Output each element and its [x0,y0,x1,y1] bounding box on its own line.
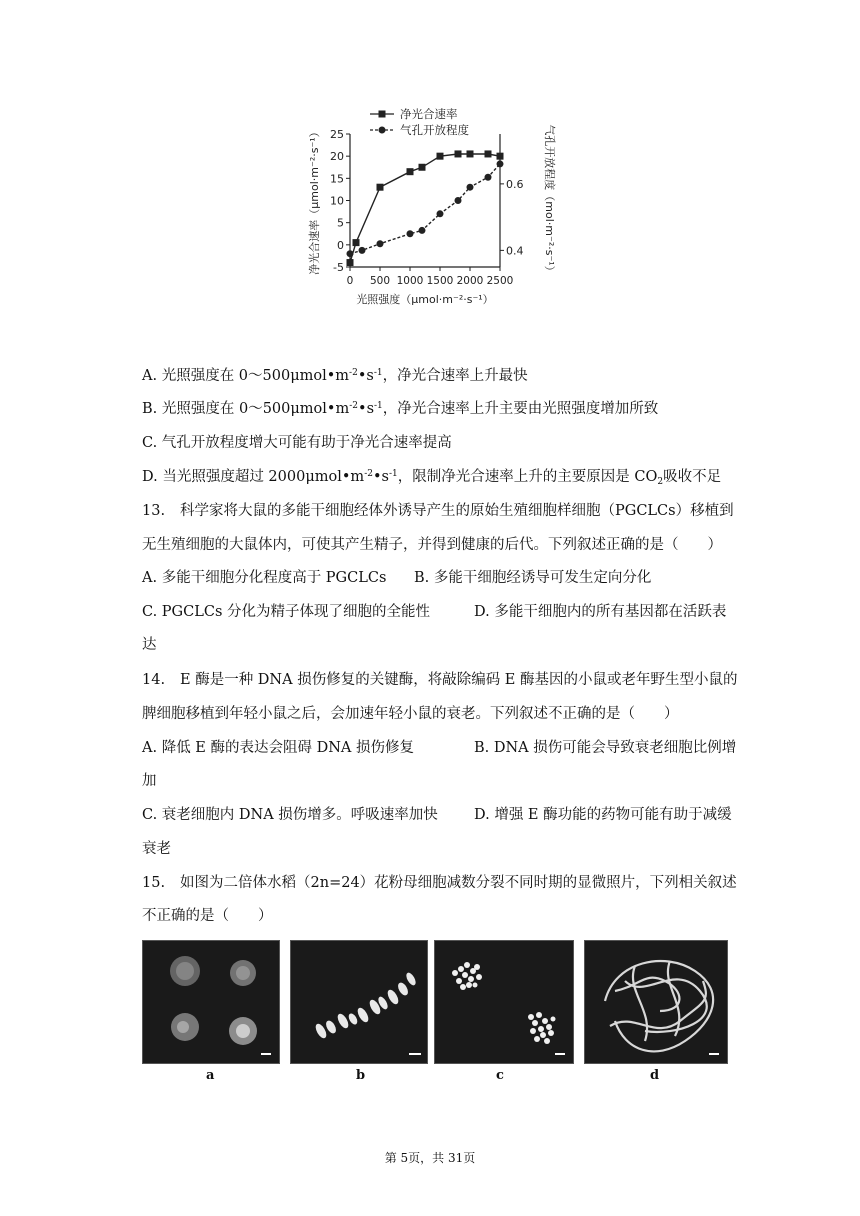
q12-option-d-text: D. 当光照强度超过 2000μmol•m [142,469,365,485]
q13-option-b[interactable]: B. 多能干细胞经诱导可发生定向分化 [414,570,652,586]
data-point-square [467,150,474,157]
data-point-square [455,150,462,157]
x-tick-label: 2500 [486,275,514,287]
series-line-1 [350,164,500,254]
q12-option-b-text: B. 光照强度在 0～500μmol•m [142,401,350,417]
q13-option-d-wrap: 达 [142,637,157,653]
micrograph-panel [142,940,732,1090]
legend-label: 气孔开放程度 [400,123,469,137]
y-right-tick-label: 0.6 [506,177,524,191]
y-left-tick-label: 0 [337,238,344,252]
q15-stem-line2: 不正确的是（ ） [142,908,273,924]
micrograph-c-image [435,941,573,1063]
x-tick-label: 2000 [456,275,484,287]
micrograph-d [584,940,728,1064]
y-left-tick-label: 5 [337,216,344,230]
chart-svg [300,104,560,330]
unit-sup: -1 [388,469,398,479]
q13-options-row1 [142,568,762,588]
unit-sup: -2 [349,401,359,411]
unit-sup: -1 [374,401,383,411]
q13-option-a[interactable]: A. 多能干细胞分化程度高于 PGCLCs [142,570,387,586]
data-point-square [497,153,504,160]
data-point-square [437,153,444,160]
q14-stem-line2: 脾细胞移植到年轻小鼠之后，会加速年轻小鼠的衰老。下列叙述不正确的是（ ） [142,706,679,722]
x-axis-label: 光照强度（μmol·m⁻²·s⁻¹） [356,293,494,306]
question-number: 15. [142,875,166,891]
q13-stem-text: 科学家将大鼠的多能干细胞经体外诱导产生的原始生殖细胞样细胞（PGCLCs）移植到 [180,503,734,519]
micrograph-a-image [143,941,279,1063]
q15-stem-text: 如图为二倍体水稻（2n=24）花粉母细胞减数分裂不同时期的显微照片，下列相关叙述 [180,875,737,891]
q13-stem-line2: 无生殖细胞的大鼠体内，可使其产生精子，并得到健康的后代。下列叙述正确的是（ ） [142,537,722,553]
page-footer: 第 5页，共 31页 [384,1151,476,1165]
x-tick-label: 1500 [426,275,454,287]
q12-option-d-tail: ，限制净光合速率上升的主要原因是 CO [397,469,658,485]
y-left-tick-label: 25 [330,128,344,141]
y-left-tick-label: 20 [330,150,344,164]
q12-option-a[interactable] [142,366,528,386]
data-point-square [485,150,492,157]
x-tick-label: 0 [346,275,354,287]
data-point-circle [347,250,354,257]
q13-option-c[interactable]: C. PGCLCs 分化为精子体现了细胞的全能性 [142,604,431,620]
chart-legend [370,107,469,137]
y-left-tick-label: -5 [333,261,344,274]
q12-option-c[interactable] [142,433,452,453]
legend-square-marker [379,111,386,118]
micrograph-b [290,940,428,1064]
micrograph-label-d: d [650,1068,660,1083]
data-point-square [347,259,354,266]
question-number: 13. [142,503,166,519]
q12-option-b[interactable] [142,399,658,419]
micrograph-label-a: a [206,1068,215,1083]
q13-stem-line1 [142,501,734,521]
unit-sup: -2 [349,368,358,378]
q12-option-c-text: C. 气孔开放程度增大可能有助于净光合速率提高 [142,435,452,451]
q12-option-d-tail2: 吸收不足 [663,469,722,485]
q14-option-c[interactable]: C. 衰老细胞内 DNA 损伤增多。呼吸速率加快 [142,807,438,823]
unit-mid: •s [358,401,375,417]
legend-label: 净光合速率 [400,107,458,121]
chart-marks [347,150,504,266]
chart-axes [307,124,557,306]
q13-options-row2 [142,602,762,622]
micrograph-c [434,940,574,1064]
data-point-circle [467,184,474,191]
unit-mid: •s [372,469,389,485]
micrograph-d-image [585,941,727,1063]
q14-option-b-wrap: 加 [142,773,157,789]
unit-mid: •s [357,368,374,384]
q14-option-d-wrap: 衰老 [142,841,171,857]
unit-sup: -1 [373,368,383,378]
micrograph-label-b: b [356,1068,366,1083]
q15-stem-line1 [142,873,737,893]
data-point-circle [455,197,462,204]
data-point-square [353,239,360,246]
micrograph-a [142,940,280,1064]
data-point-circle [497,160,504,167]
x-tick-label: 1000 [396,275,424,287]
data-point-circle [407,230,414,237]
unit-sup: -2 [364,469,373,479]
data-point-square [377,184,384,191]
micrograph-b-image [291,941,427,1063]
y-left-tick-label: 15 [330,172,344,186]
question-number: 14. [142,672,166,688]
q12-option-b-tail: ，净光合速率上升主要由光照强度增加所致 [382,401,659,417]
q14-option-d[interactable]: D. 增强 E 酶功能的药物可能有助于减缓 [474,807,732,823]
legend-circle-marker [379,127,386,134]
data-point-circle [437,210,444,217]
q12-option-d[interactable] [142,467,721,487]
q12-option-a-tail: ，净光合速率上升最快 [382,368,528,384]
q14-option-a[interactable]: A. 降低 E 酶的表达会阻碍 DNA 损伤修复 [142,740,414,756]
q14-stem-text: E 酶是一种 DNA 损伤修复的关键酶，将敲除编码 E 酶基因的小鼠或老年野生型小鼠的 [180,672,738,688]
micrograph-label-c: c [496,1068,504,1083]
data-point-circle [419,227,426,234]
data-point-circle [359,247,366,254]
q14-stem-line1 [142,670,738,690]
data-point-square [419,164,426,171]
y-right-tick-label: 0.4 [506,244,524,258]
co2-subscript: 2 [657,477,664,487]
y-left-tick-label: 10 [330,194,344,208]
y-axis-left-label: 净光合速率（μmol·m⁻²·s⁻¹） [308,126,321,275]
data-point-circle [377,240,384,247]
data-point-square [407,168,414,175]
y-axis-right-label: 气孔开放程度（mol·m⁻²·s⁻¹） [543,124,556,277]
line-chart [300,104,560,330]
q14-options-row1 [142,738,762,758]
data-point-circle [485,174,492,181]
q13-option-d[interactable]: D. 多能干细胞内的所有基因都在活跃表 [474,604,727,620]
q14-option-b[interactable]: B. DNA 损伤可能会导致衰老细胞比例增 [474,740,737,756]
q12-option-a-text: A. 光照强度在 0～500μmol•m [142,368,350,384]
q14-options-row2 [142,805,762,825]
x-tick-label: 500 [369,275,391,287]
